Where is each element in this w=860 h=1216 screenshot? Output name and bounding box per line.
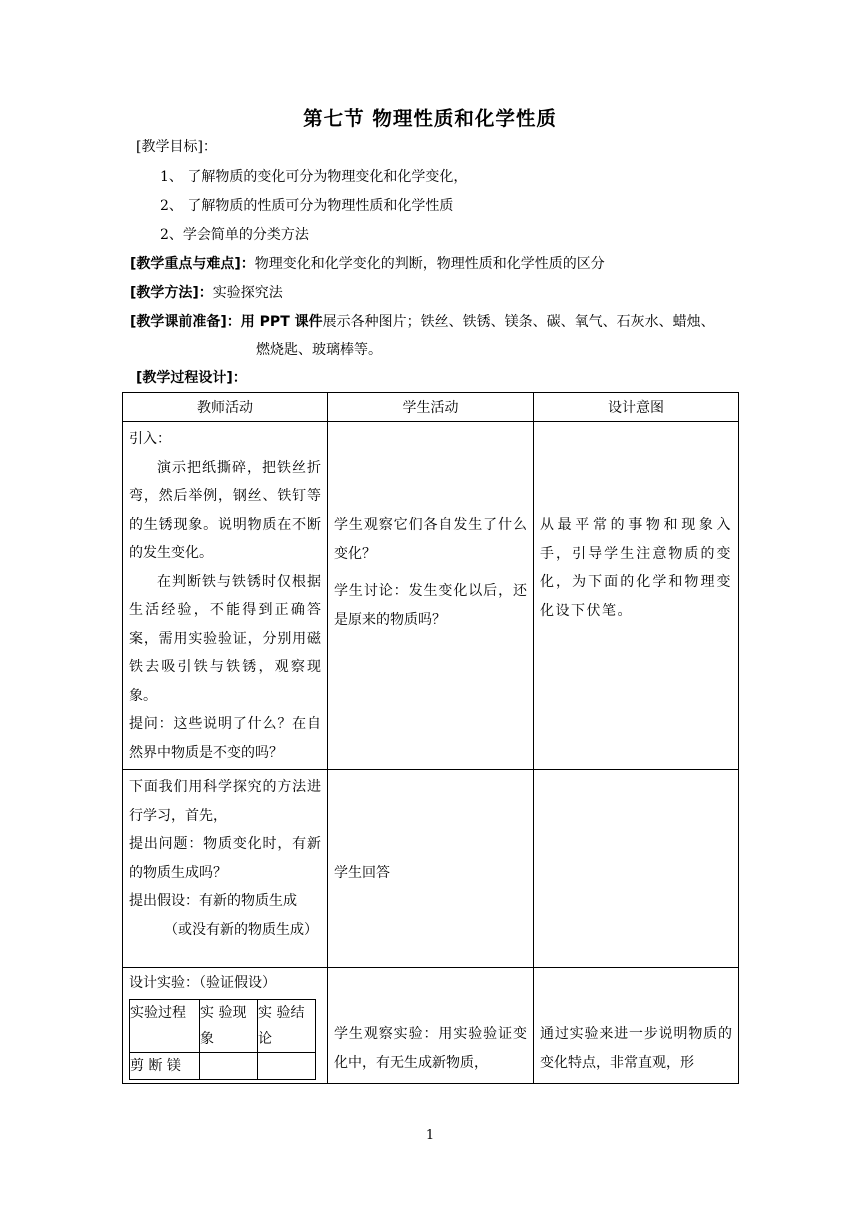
teacher-text: 设计实验：（验证假设）: [129, 975, 276, 991]
teacher-cell: [123, 968, 328, 1084]
teacher-text: 下面我们用科学探究的方法进行学习，首先，: [129, 779, 321, 824]
intro-label: 引入：: [129, 431, 171, 447]
process-table: [122, 392, 739, 1084]
student-text: 学生观察它们各自发生了什么变化？: [334, 517, 527, 562]
objective-item: 1、 了解物质的变化可分为物理变化和化学变化，: [160, 169, 468, 185]
teacher-text: 提出问题：物质变化时，有新的物质生成吗？: [129, 836, 321, 881]
teacher-question: 提问：这些说明了什么？在自然界中物质是不变的吗？: [129, 716, 321, 761]
experiment-phenomenon-header: 实 验现象: [200, 1000, 258, 1053]
header-intent: 设计意图: [534, 393, 739, 422]
key-points-text: 物理变化和化学变化的判断，物理性质和化学性质的区分: [254, 256, 605, 272]
intent-cell: [534, 770, 739, 968]
teacher-cell: [123, 770, 328, 968]
experiment-conclusion-cell: [258, 1053, 316, 1080]
teacher-text: 提出假设：有新的物质生成: [129, 893, 297, 909]
method-text: 实验探究法: [212, 285, 283, 301]
experiment-row: [130, 1053, 316, 1080]
page-number: 1: [425, 1128, 435, 1143]
experiment-phenomenon-cell: [200, 1053, 258, 1080]
page-title: 第七节 物理性质和化学性质: [303, 107, 557, 130]
intent-cell: [534, 968, 739, 1084]
teacher-text: （或没有新的物质生成）: [164, 921, 318, 938]
teacher-text: 演示把纸撕碎，把铁丝折弯，然后举例，钢丝、铁钉等的生锈现象。说明物质在不断的发生变化。: [129, 459, 321, 561]
experiment-process-header: 实验过程: [130, 1000, 200, 1053]
header-teacher: 教师活动: [123, 393, 328, 422]
table-row: [123, 422, 739, 770]
teacher-cell: [123, 422, 328, 770]
preparation: [130, 312, 715, 332]
intent-cell: [534, 422, 739, 770]
objective-item: 2、学会简单的分类方法: [160, 227, 309, 243]
intent-text: [534, 770, 738, 774]
objective-item: 2、 了解物质的性质可分为物理性质和化学性质: [160, 198, 454, 214]
key-points: [130, 254, 605, 274]
experiment-header-row: [130, 1000, 316, 1053]
student-text: 学生观察实验：用实验验证变化中，有无生成新物质，: [334, 1026, 527, 1071]
key-points-label: [教学重点与难点]：: [130, 256, 255, 272]
student-cell: [328, 770, 534, 968]
student-cell: [328, 968, 534, 1084]
student-text: 学生回答: [334, 865, 390, 881]
table-row: [123, 968, 739, 1084]
header-student: 学生活动: [328, 393, 534, 422]
objectives-heading: [教学目标]：: [136, 139, 217, 155]
student-text: 学生讨论：发生变化以后，还是原来的物质吗？: [334, 583, 527, 628]
experiment-table: [129, 999, 316, 1080]
intent-text: 从最平常的事物和现象入手，引导学生注意物质的变化，为下面的化学和物理变化设下伏笔。: [540, 517, 732, 619]
intent-text: 通过实验来进一步说明物质的变化特点，非常直观，形: [540, 1026, 732, 1071]
table-row: [123, 770, 739, 968]
student-cell: [328, 422, 534, 770]
table-header-row: [123, 393, 739, 422]
preparation-label: [教学课前准备]：用 PPT 课件: [130, 314, 323, 330]
preparation-text: 展示各种图片；铁丝、铁锈、镁条、碳、氧气、石灰水、蜡烛、: [322, 314, 715, 330]
process-heading: [教学过程设计]：: [136, 370, 247, 386]
preparation-text-cont: 燃烧匙、玻璃棒等。: [256, 342, 382, 358]
method-label: [教学方法]：: [130, 285, 213, 301]
experiment-conclusion-header: 实 验结论: [258, 1000, 316, 1053]
method: [130, 283, 283, 303]
teacher-text: 在判断铁与铁锈时仅根据生活经验，不能得到正确答案，需用实验验证，分别用磁铁去吸引铁与铁锈，观察现象。: [129, 573, 321, 704]
experiment-process-cell: 剪 断 镁: [130, 1053, 200, 1080]
